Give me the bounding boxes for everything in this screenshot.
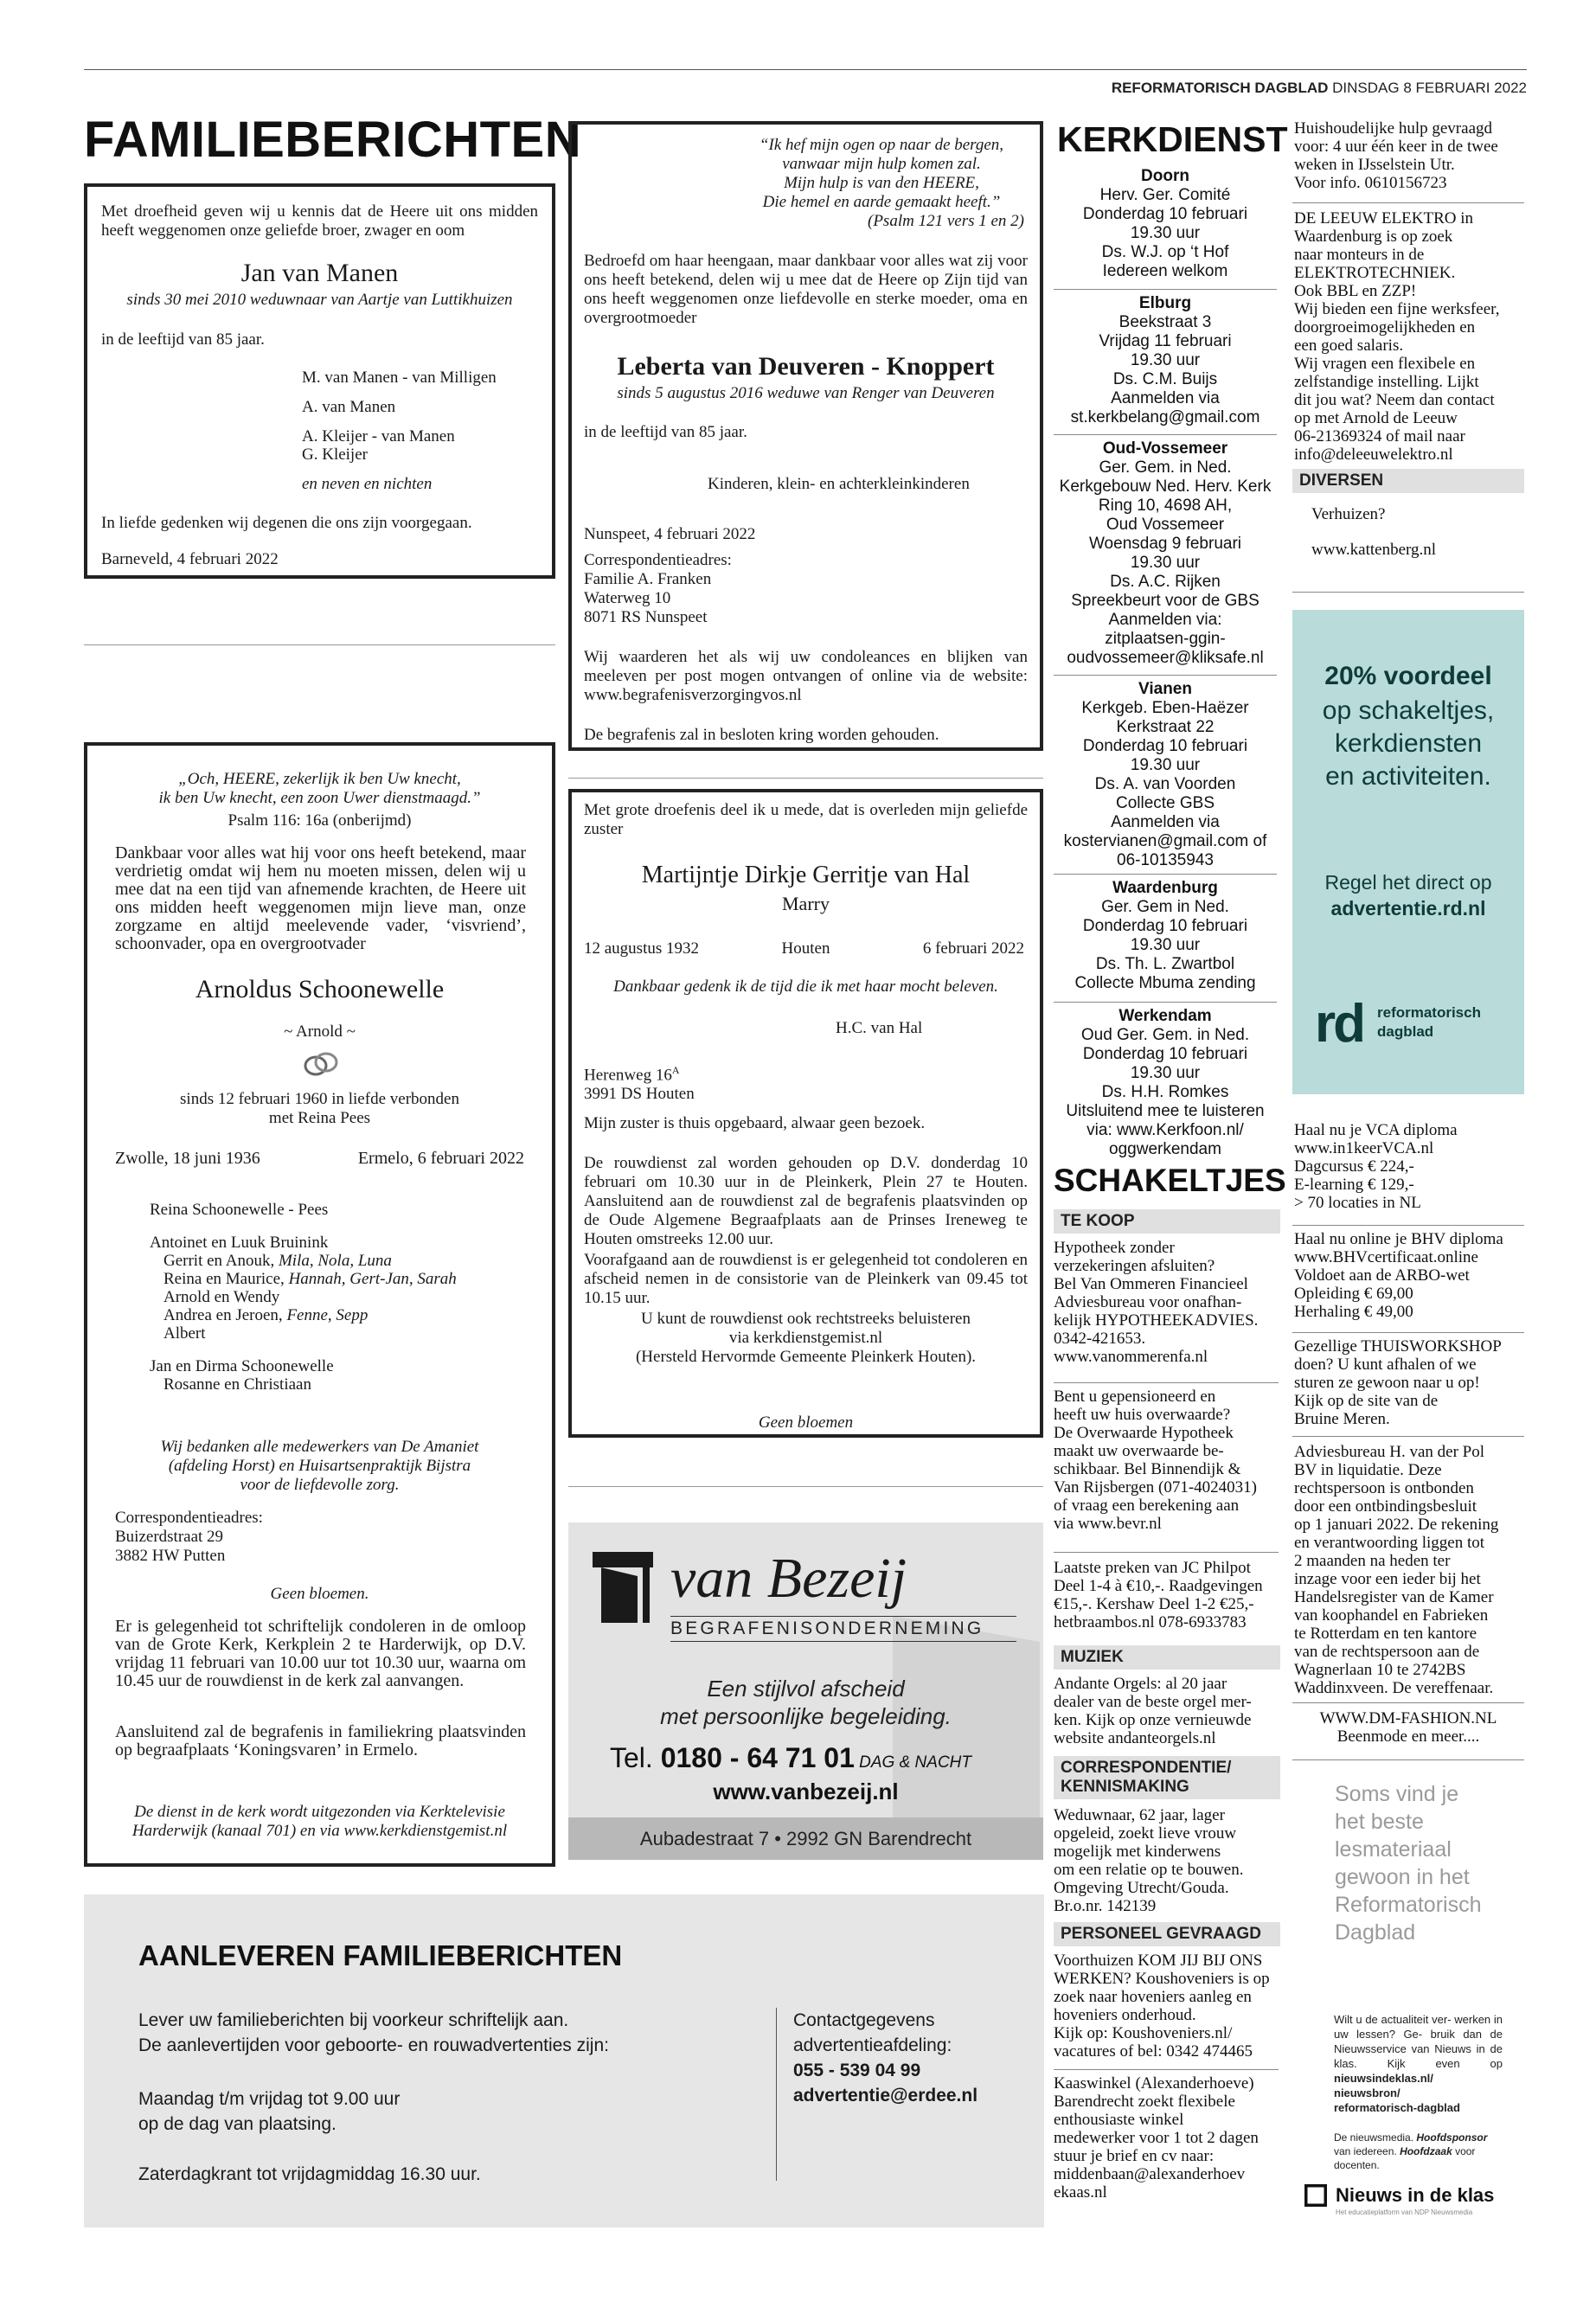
schoonewelle-thanks: Wij bedanken alle medewerkers van De Amaniet (afdeling Horst) en Huisartsenpraktijk Bijstra voor de liefdevolle zorg. (160, 1438, 479, 1494)
hal-died: 6 februari 2022 (922, 939, 1024, 958)
aanleveren-weekday: Maandag t/m vrijdag tot 9.00 uur op de dag van plaatsing. (138, 2089, 401, 2134)
divider (1292, 202, 1524, 203)
nieuws-in-de-klas-ad (1292, 2012, 1524, 2216)
hal-memory: Dankbaar gedenk ik de tijd die ik met haar mocht beleven. (613, 977, 998, 996)
deuveren-address: Correspondentieadres: Familie A. Franken Waterweg 10 8071 RS Nunspeet (584, 551, 732, 626)
aanleveren-box (84, 1894, 1044, 2227)
deuveren-thanks: Wij waarderen het als wij uw condoleances en blijken van meeleven per post mogen ontvangen of online via de website: www.begrafenisverzorgingvos.nl (584, 648, 1028, 704)
schakeltje-van-der-pol: Adviesbureau H. van der Pol BV in liquidatie. Deze rechtspersoon is ontbonden door een ontbindingsbesluit op 1 januari 2022. De rekening en verantwoording liggen tot 2 maanden na heden ter inzage voor een ieder bij het Handelsregister van de Kamer van koophandel en Fabrieken te Rotterdam en ten kantore van de rechtspersoon aan de Wagnerlaan 10 te 2742BS Waddinxveen. De vereffenaar. (1294, 1443, 1499, 1697)
ad-van-bezeij (568, 1522, 1043, 1860)
te-koop-head: TE KOOP (1054, 1209, 1280, 1234)
deuveren-funeral: De begrafenis zal in besloten kring worden gehouden. (584, 726, 939, 744)
schakeltje-koushoveniers: Voorthuizen KOM JIJ BIJ ONS WERKEN? Koushoveniers is op zoek naar hoveniers aanleg en hoveniers onderhoud. Kijk op: Koushoveniers.nl/ vacatures of bel: 0342 474465 (1054, 1952, 1270, 2061)
personeel-head: PERSONEEL GEVRAAGD (1054, 1922, 1280, 1946)
hal-address: Herenweg $16^A$ 3991 DS Houten (584, 1064, 695, 1104)
aanleveren-contact: Contactgegevens advertentieafdeling: 055 - 539 04 99 advertentie@erdee.nl (793, 2008, 977, 2108)
schakeltje-kaaswinkel: Kaaswinkel (Alexanderhoeve) Barendrecht zoekt flexibele enthousiaste winkel medewerker voor 1 tot 2 dagen stuur je brief en cv naar: middenbaan@alexanderhoev ekaas.nl (1054, 2074, 1259, 2202)
schakeltje-vca: Haal nu je VCA diploma www.in1keerVCA.nl Dagcursus € 224,- E-learning € 129,- > 70 locaties in NL (1294, 1121, 1458, 1212)
manen-family-1: A. van Manen (302, 398, 396, 416)
hal-name: Martijntje Dirkje Gerritje van Hal (641, 862, 971, 888)
divider (1054, 675, 1277, 676)
divider (568, 1486, 1043, 1487)
bezeij-address: Aubadestraat 7 • 2992 GN Barendrecht (568, 1817, 1043, 1860)
schakeltje-overwaarde: Bent u gepensioneerd en heeft uw huis overwaarde? De Overwaarde Hypotheek maakt uw overwaarde be- schikbaar. Bel Binnendijk & Van Rijsbergen (071-4024031) of vraag een berekening aan via www.bevr.nl (1054, 1388, 1258, 1533)
schakeltje-kattenberg: Verhuizen? www.kattenberg.nl (1311, 505, 1437, 559)
hal-service: De rouwdienst zal worden gehouden op D.V. donderdag 10 februari om 10.30 uur in de Pleinkerk, Plein 27 te Houten. Aansluitend aan de rouwdienst zal de begrafenis plaatsvinden op de Oude Algemene Begraafplaats aan de Prinses Ireneweg te Houten omstreeks 12.00 uur. (584, 1154, 1028, 1248)
aanleveren-saturday: Zaterdagkrant tot vrijdagmiddag 16.30 uur. (138, 2164, 481, 2184)
bezeij-brand: van Bezeij (670, 1547, 907, 1610)
promo-regel: Regel het direct op (1324, 871, 1492, 894)
schoonewelle-address: Correspondentieadres: Buizerdstraat 29 3882 HW Putten (115, 1509, 263, 1565)
aanleveren-email: advertentie@erdee.nl (793, 2086, 978, 2106)
divider (1054, 1552, 1279, 1553)
schoonewelle-died: Ermelo, 6 februari 2022 (357, 1149, 524, 1168)
schakeltje-fashion: WWW.DM-FASHION.NL Beenmode en meer.... (1319, 1709, 1497, 1746)
hal-born: 12 augustus 1932 (584, 939, 699, 958)
nieuws-text: Wilt u de actualiteit ver- werken in uw lessen? Ge- bruik dan de Nieuwsservice van Nieuws in de klas. Kijk even op nieuwsindeklas.nl/ nieuwsbron/ reformatorisch-dagblad (1334, 2013, 1503, 2114)
schakeltje-weduwnaar: Weduwnaar, 62 jaar, lager opgeleid, zoekt lieve vrouw mogelijk met kinderwens om een relatie op te bouwen. Omgeving Utrecht/Gouda. Br.o.nr. 142139 (1054, 1806, 1244, 1915)
hal-listen: U kunt de rouwdienst ook rechtstreeks beluisteren via kerkdienstgemist.nl (Hersteld Hervormde Gemeente Pleinkerk Houten). (635, 1310, 977, 1366)
ad-schoonewelle (84, 742, 555, 1867)
schoonewelle-intro: Dankbaar voor alles wat hij voor ons heeft betekend, maar verdrietig omdat wij hem nu moeten missen, delen wij u mee dat na een tijd van afnemende krachten, de Heere uit ons midden heeft weggenomen mijn lieve man, onze zorgzame en altijd meelevende vader, ‘visvriend’, schoonvader, opa en overgrootvader (115, 843, 526, 953)
rd-logo-text: reformatorisch dagblad (1377, 1004, 1481, 1040)
manen-place-date: Barneveld, 4 februari 2022 (101, 550, 279, 568)
divider (1054, 874, 1277, 875)
schoonewelle-burial: Aansluitend zal de begrafenis in familiekring plaatsvinden op begraafplaats ‘Koningsvaren’ in Ermelo. (115, 1722, 526, 1759)
schoonewelle-nickname: ~ Arnold ~ (284, 1022, 356, 1041)
rd-logo-icon: rd (1315, 994, 1363, 1054)
kerk-oud-vossemeer: Oud-Vossemeer Ger. Gem. in Ned. Kerkgebouw Ned. Herv. Kerk Ring 10, 4698 AH, Oud Vossemeer Woensdag 9 februari 19.30 uur Ds. A.C. Rijken Spreekbeurt voor de GBS Aanmelden via: zitplaatsen-ggin- oudvossemeer@kliksafe.nl (1059, 439, 1272, 667)
schoonewelle-condolence: Er is gelegenheid tot schriftelijk condoleren in de omloop van de Grote Kerk, Kerkplein 2 te Harderwijk, op D.V. vrijdag 11 februari van 10.00 uur tot 10.30 uur, waarna om 10.45 uur de rouwdienst in de kerk zal aanvangen. (115, 1617, 526, 1690)
promo-link[interactable]: advertentie.rd.nl (1330, 897, 1486, 920)
kerk-vianen: Vianen Kerkgeb. Eben-Haëzer Kerkstraat 22 Donderdag 10 februari 19.30 uur Ds. A. van Voorden Collecte GBS Aanmelden via kostervianen@gmail.com of 06-10135943 (1063, 680, 1267, 869)
aanleveren-title: AANLEVEREN FAMILIEBERICHTEN (138, 1939, 623, 1971)
manen-name: Jan van Manen (240, 259, 399, 287)
manen-family-extra: en neven en nichten (302, 475, 433, 493)
section-title: FAMILIEBERICHTEN (84, 112, 582, 168)
ad-van-deuveren (568, 121, 1043, 751)
hal-signer: H.C. van Hal (836, 1019, 923, 1037)
schoonewelle-quote: „Och, HEERE, zekerlijk ik ben Uw knecht, ik ben Uw knecht, een zoon Uwer dienstmaagd.” (158, 770, 481, 807)
deuveren-intro: Bedroefd om haar heengaan, maar dankbaar voor alles wat zij voor ons heeft betekend, delen wij u mee dat de Heere op Zijn tijd van ons heeft weggenomen onze liefdevolle en sterke moeder, oma en overgrootmoeder (584, 252, 1028, 327)
manen-sub: sinds 30 mei 2010 weduwnaar van Aartje van Luttikhuizen (126, 291, 513, 309)
divider (1292, 1332, 1524, 1333)
divider (1292, 1702, 1524, 1703)
aanleveren-divider (776, 2008, 777, 2181)
aanleveren-phone: 055 - 539 04 99 (793, 2061, 921, 2080)
schakeltje-philpot: Laatste preken van JC Philpot Deel 1-4 à €10,-. Raadgevingen €15,-. Kershaw Deel 1-2 €25,- hetbraambos.nl 078-6933783 (1054, 1559, 1263, 1631)
aanleveren-intro: Lever uw familieberichten bij voorkeur schriftelijk aan. De aanlevertijden voor geboorte- en rouwadvertenties zijn: (138, 2010, 609, 2055)
schoonewelle-family: Reina Schoonewelle - Pees Antoinet en Luuk Bruinink Gerrit en Anouk, Mila, Nola, Luna Reina en Maurice, Hannah, Gert-Jan, Sarah Arnold en Wendy Andrea en Jeroen, Fenne, Sepp Albert Jan en Dirma Schoonewelle Rosanne en Christiaan (150, 1201, 457, 1394)
deuveren-age: in de leeftijd van 85 jaar. (584, 423, 747, 441)
correspondentie-head: CORRESPONDENTIE/ KENNISMAKING (1054, 1756, 1280, 1799)
divider (1292, 1436, 1524, 1437)
bezeij-tagline: BEGRAFENISONDERNEMING (670, 1616, 1016, 1642)
kerk-waardenburg: Waardenburg Ger. Gem in Ned. Donderdag 10 februari 19.30 uur Ds. Th. L. Zwartbol Collecte Mbuma zending (1074, 879, 1256, 992)
promo-discount: 20% voordeel (1324, 662, 1492, 690)
divider (1292, 1225, 1524, 1226)
rd-promo-ad (1292, 610, 1524, 1094)
top-rule (84, 69, 1527, 70)
hal-condolence: Voorafgaand aan de rouwdienst is er gelegenheid tot condoleren en afscheid nemen in de consistorie van de Pleinkerk van 09.45 tot 10.15 uur. (584, 1251, 1028, 1307)
divider (1292, 1759, 1524, 1760)
nik-subline: Het educatieplatform van NDP Nieuwsmedia (1336, 2208, 1473, 2216)
soms-tagline: Soms vind je het beste lesmateriaal gewoon in het Reformatorisch Dagblad (1335, 1782, 1482, 1945)
muziek-head: MUZIEK (1054, 1645, 1280, 1670)
hal-intro: Met grote droefenis deel ik u mede, dat is overleden mijn geliefde zuster (584, 801, 1028, 838)
ad-van-manen (84, 183, 555, 579)
kerk-elburg: Elburg Beekstraat 3 Vrijdag 11 februari 19.30 uur Ds. C.M. Buijs Aanmelden via st.kerkbelang@gmail.com (1070, 294, 1260, 426)
bezeij-phone: Tel. 0180 - 64 71 01 DAG & NACHT (610, 1742, 971, 1773)
hal-home: Mijn zuster is thuis opgebaard, alwaar geen bezoek. (584, 1114, 926, 1132)
schakeltje-de-leeuw: DE LEEUW ELEKTRO in Waardenburg is op zoek naar monteurs in de ELEKTROTECHNIEK. Ook BBL en ZZP! Wij bieden een fijne werksfeer, doorgroeimogelijkheden en een goed salaris. Wij vragen een flexibele en zelfstandige instelling. Lijkt dit jou wat? Neem dan contact op met Arnold de Leeuw 06-21369324 of mail naar info@deleeuwelektro.nl (1294, 209, 1500, 464)
kerk-werkendam: Werkendam Oud Ger. Gem. in Ned. Donderdag 10 februari 19.30 uur Ds. H.H. Romkes Uitsluitend mee te luisteren via: www.Kerkfoon.nl/ oggwerkendam (1066, 1007, 1265, 1158)
bezeij-slogan: Een stijlvol afscheid met persoonlijke begeleiding. (660, 1676, 952, 1729)
hal-place: Houten (781, 939, 830, 958)
ad-van-hal (568, 789, 1043, 1438)
deuveren-place-date: Nunspeet, 4 februari 2022 (584, 525, 756, 543)
nieuws-media-text: De nieuwsmedia. Hoofdsponsor van iedereen. Hoofdzaak voor docenten. (1334, 2131, 1488, 2171)
diversen-head: DIVERSEN (1292, 469, 1524, 493)
schoonewelle-broadcast: De dienst in de kerk wordt uitgezonden via Kerktelevisie Harderwijk (kanaal 701) en via www.kerkdienstgemist.nl (131, 1803, 508, 1840)
manen-memory: In liefde gedenken wij degenen die ons zijn voorgegaan. (101, 514, 472, 532)
door-logo-icon (593, 1552, 653, 1623)
paper-name: REFORMATORISCH DAGBLAD (1111, 80, 1329, 96)
schakeltje-hypotheek: Hypotheek zonder verzekeringen afsluiten? Bel Van Ommeren Financieel Adviesbureau voor onafhan- kelijk HYPOTHEEKADVIES. 0342-421653. www.vanommerenfa.nl (1054, 1239, 1259, 1366)
wedding-rings-icon (302, 1048, 340, 1080)
promo-text: op schakeltjes, kerkdiensten en activiteiten. (1322, 696, 1495, 791)
schoonewelle-married: sinds 12 februari 1960 in liefde verbonden met Reina Pees (180, 1090, 459, 1127)
schoonewelle-no-flowers: Geen bloemen. (270, 1585, 369, 1603)
manen-age: in de leeftijd van 85 jaar. (101, 330, 265, 349)
divider (1054, 289, 1277, 290)
kerkdienst-title: KERKDIENST (1057, 119, 1288, 159)
deuveren-quote: “Ik hef mijn ogen op naar de bergen, vanwaar mijn hulp komen zal. Mijn hulp is van den HEERE, Die hemel en aarde gemaakt heeft.” (Psalm 121 vers 1 en 2) (759, 136, 1024, 230)
kerk-doorn: Doorn Herv. Ger. Comité Donderdag 10 februari 19.30 uur Ds. W.J. op ‘t Hof Iedereen welkom (1082, 167, 1248, 280)
manen-intro: Met droefheid geven wij u kennis dat de Heere uit ons midden heeft weggenomen onze geliefde broer, zwager en oom (101, 202, 538, 240)
deuveren-sub: sinds 5 augustus 2016 weduwe van Renger van Deuveren (617, 384, 995, 402)
schoonewelle-born: Zwolle, 18 juni 1936 (115, 1149, 260, 1168)
paper-header (1112, 80, 1527, 97)
hal-no-flowers: Geen bloemen (758, 1413, 854, 1432)
hal-nickname: Marry (782, 893, 830, 914)
schakeltjes-title: SCHAKELTJES (1054, 1163, 1286, 1198)
divider (1054, 2069, 1279, 2070)
divider (1292, 592, 1524, 593)
deuveren-family: Kinderen, klein- en achterkleinkinderen (708, 475, 970, 493)
schoonewelle-name: Arnoldus Schoonewelle (195, 975, 445, 1003)
schakeltje-orgels: Andante Orgels: al 20 jaar dealer van de beste orgel mer- ken. Kijk op onze vernieuwde website andanteorgels.nl (1054, 1675, 1252, 1747)
nik-square-icon (1304, 2184, 1327, 2207)
manen-family-0: M. van Manen - van Milligen (302, 369, 497, 387)
deuveren-name: Leberta van Deuveren - Knoppert (617, 352, 995, 381)
nik-logo: Nieuws in de klas (1304, 2184, 1524, 2207)
schakeltje-workshop: Gezellige THUISWORKSHOP doen? U kunt afhalen of we sturen ze gewoon naar u op! Kijk op de site van de Bruine Meren. (1294, 1337, 1502, 1428)
paper-date: DINSDAG 8 FEBRUARI 2022 (1332, 80, 1527, 96)
schakeltje-huishoudelijke-hulp: Huishoudelijke hulp gevraagd voor: 4 uur één keer in de twee weken in IJsselstein Utr. Voor info. 0610156723 (1294, 119, 1498, 192)
manen-family-3: G. Kleijer (302, 445, 368, 464)
schakeltje-bhv: Haal nu online je BHV diploma www.BHVcertificaat.online Voldoet aan de ARBO-wet Opleiding € 69,00 Herhaling € 49,00 (1294, 1230, 1503, 1321)
schoonewelle-psalm: Psalm 116: 16a (onberijmd) (228, 811, 412, 830)
bezeij-web: www.vanbezeij.nl (713, 1779, 899, 1804)
divider (1054, 1002, 1277, 1003)
divider (1054, 1382, 1279, 1383)
divider (568, 778, 1043, 779)
divider (84, 644, 555, 645)
manen-family-2: A. Kleijer - van Manen (302, 427, 455, 445)
divider (1054, 434, 1277, 435)
